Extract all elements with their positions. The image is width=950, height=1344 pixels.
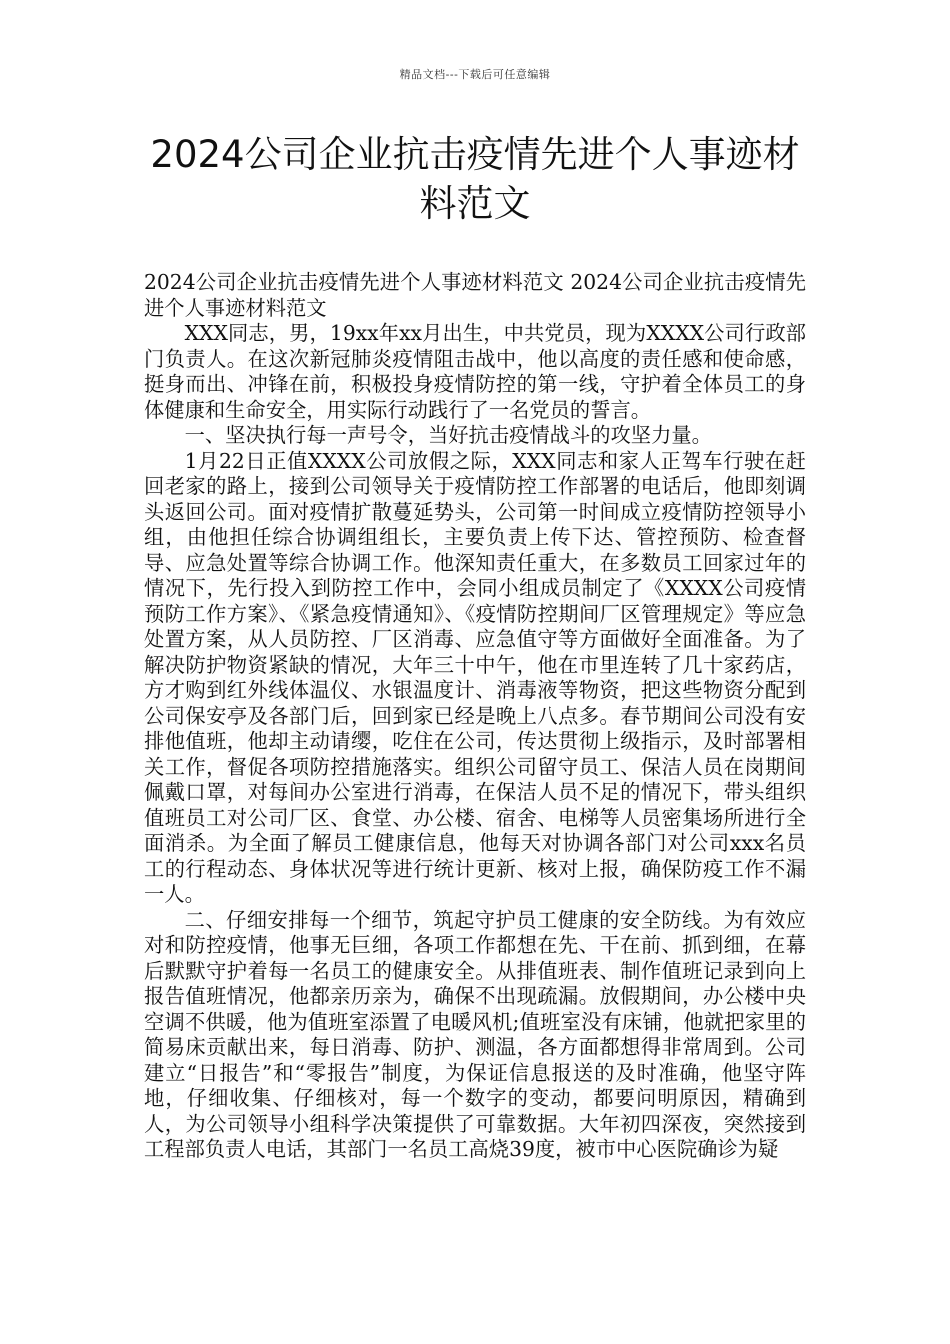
section-heading-one: 一、坚决执行每一声号令，当好抗击疫情战斗的攻坚力量。 bbox=[184, 423, 712, 447]
paragraph-section-one: 1月22日正值XXXX公司放假之际，XXX同志和家人正驾车行驶在赶回老家的路上，接到公司领导关于疫情防控工作部署的电话后，他即刻调头返回公司。面对疫情扩散蔓延势头，公司第一时间成立疫情防控领导小组，由他担任综合协调组组长，主要负责上传下达、管控预防、检查督导、应急处置等综合协调工作。他深知责任重大，在多数员工回家过年的情况下，先行投入到防控工作中，会同小组成员制定了《XXXX公司疫情预防工作方案》、《紧急疫情通知》、《疫情防控期间厂区管理规定》等应急处置方案，从人员防控、厂区消毒、应急值守等方面做好全面准备。为了解决防护物资紧缺的情况，大年三十中午，他在市里连转了几十家药店，方才购到红外线体温仪、水银温度计、消毒液等物资，把这些物资分配到公司保安亭及各部门后，回到家已经是晚上八点多。春节期间公司没有安排他值班，他却主动请缨，吃住在公司，传达贯彻上级指示，及时部署相关工作，督促各项防控措施落实。组织公司留守员工、保洁人员在岗期间佩戴口罩，对每间办公室进行消毒，在保洁人员不足的情况下，带头组织值班员工对公司厂区、食堂、办公楼、宿舍、电梯等人员密集场所进行全面消杀。为全面了解员工健康信息，他每天对协调各部门对公司xxx名员工的行程动态、身体状况等进行统计更新、核对上报，确保防疫工作不漏一人。 bbox=[144, 448, 806, 906]
paragraph-intro: 2024公司企业抗击疫情先进个人事迹材料范文 2024公司企业抗击疫情先进个人事迹材料范文 bbox=[144, 270, 806, 320]
document-body bbox=[144, 270, 806, 1163]
paragraph-profile: XXX同志，男，19xx年xx月出生，中共党员，现为XXXX公司行政部门负责人。在这次新冠肺炎疫情阻击战中，他以高度的责任感和使命感，挺身而出、冲锋在前，积极投身疫情防控的第一线，守护着全体员工的身体健康和生命安全，用实际行动践行了一名党员的誓言。 bbox=[144, 321, 806, 422]
document-title: 2024公司企业抗击疫情先进个人事迹材料范文 bbox=[150, 133, 800, 225]
paragraph-section-two: 二、仔细安排每一个细节，筑起守护员工健康的安全防线。为有效应对和防控疫情，他事无巨细，各项工作都想在先、干在前、抓到细，在幕后默默守护着每一名员工的健康安全。从排值班表、制作值班记录到向上报告值班情况，他都亲历亲为，确保不出现疏漏。放假期间，办公楼中央空调不供暖，他为值班室添置了电暖风机;值班室没有床铺，他就把家里的简易床贡献出来，每日消毒、防护、测温，各方面都想得非常周到。公司建立“日报告”和“零报告”制度，为保证信息报送的及时准确，他坚守阵地，仔细收集、仔细核对，每一个数字的变动，都要问明原因，精确到人，为公司领导小组科学决策提供了可靠数据。大年初四深夜，突然接到工程部负责人电话，其部门一名员工高烧39度，被市中心医院确诊为疑 bbox=[144, 907, 806, 1161]
page-header-note: 精品文档---下载后可任意编辑 bbox=[399, 68, 551, 81]
